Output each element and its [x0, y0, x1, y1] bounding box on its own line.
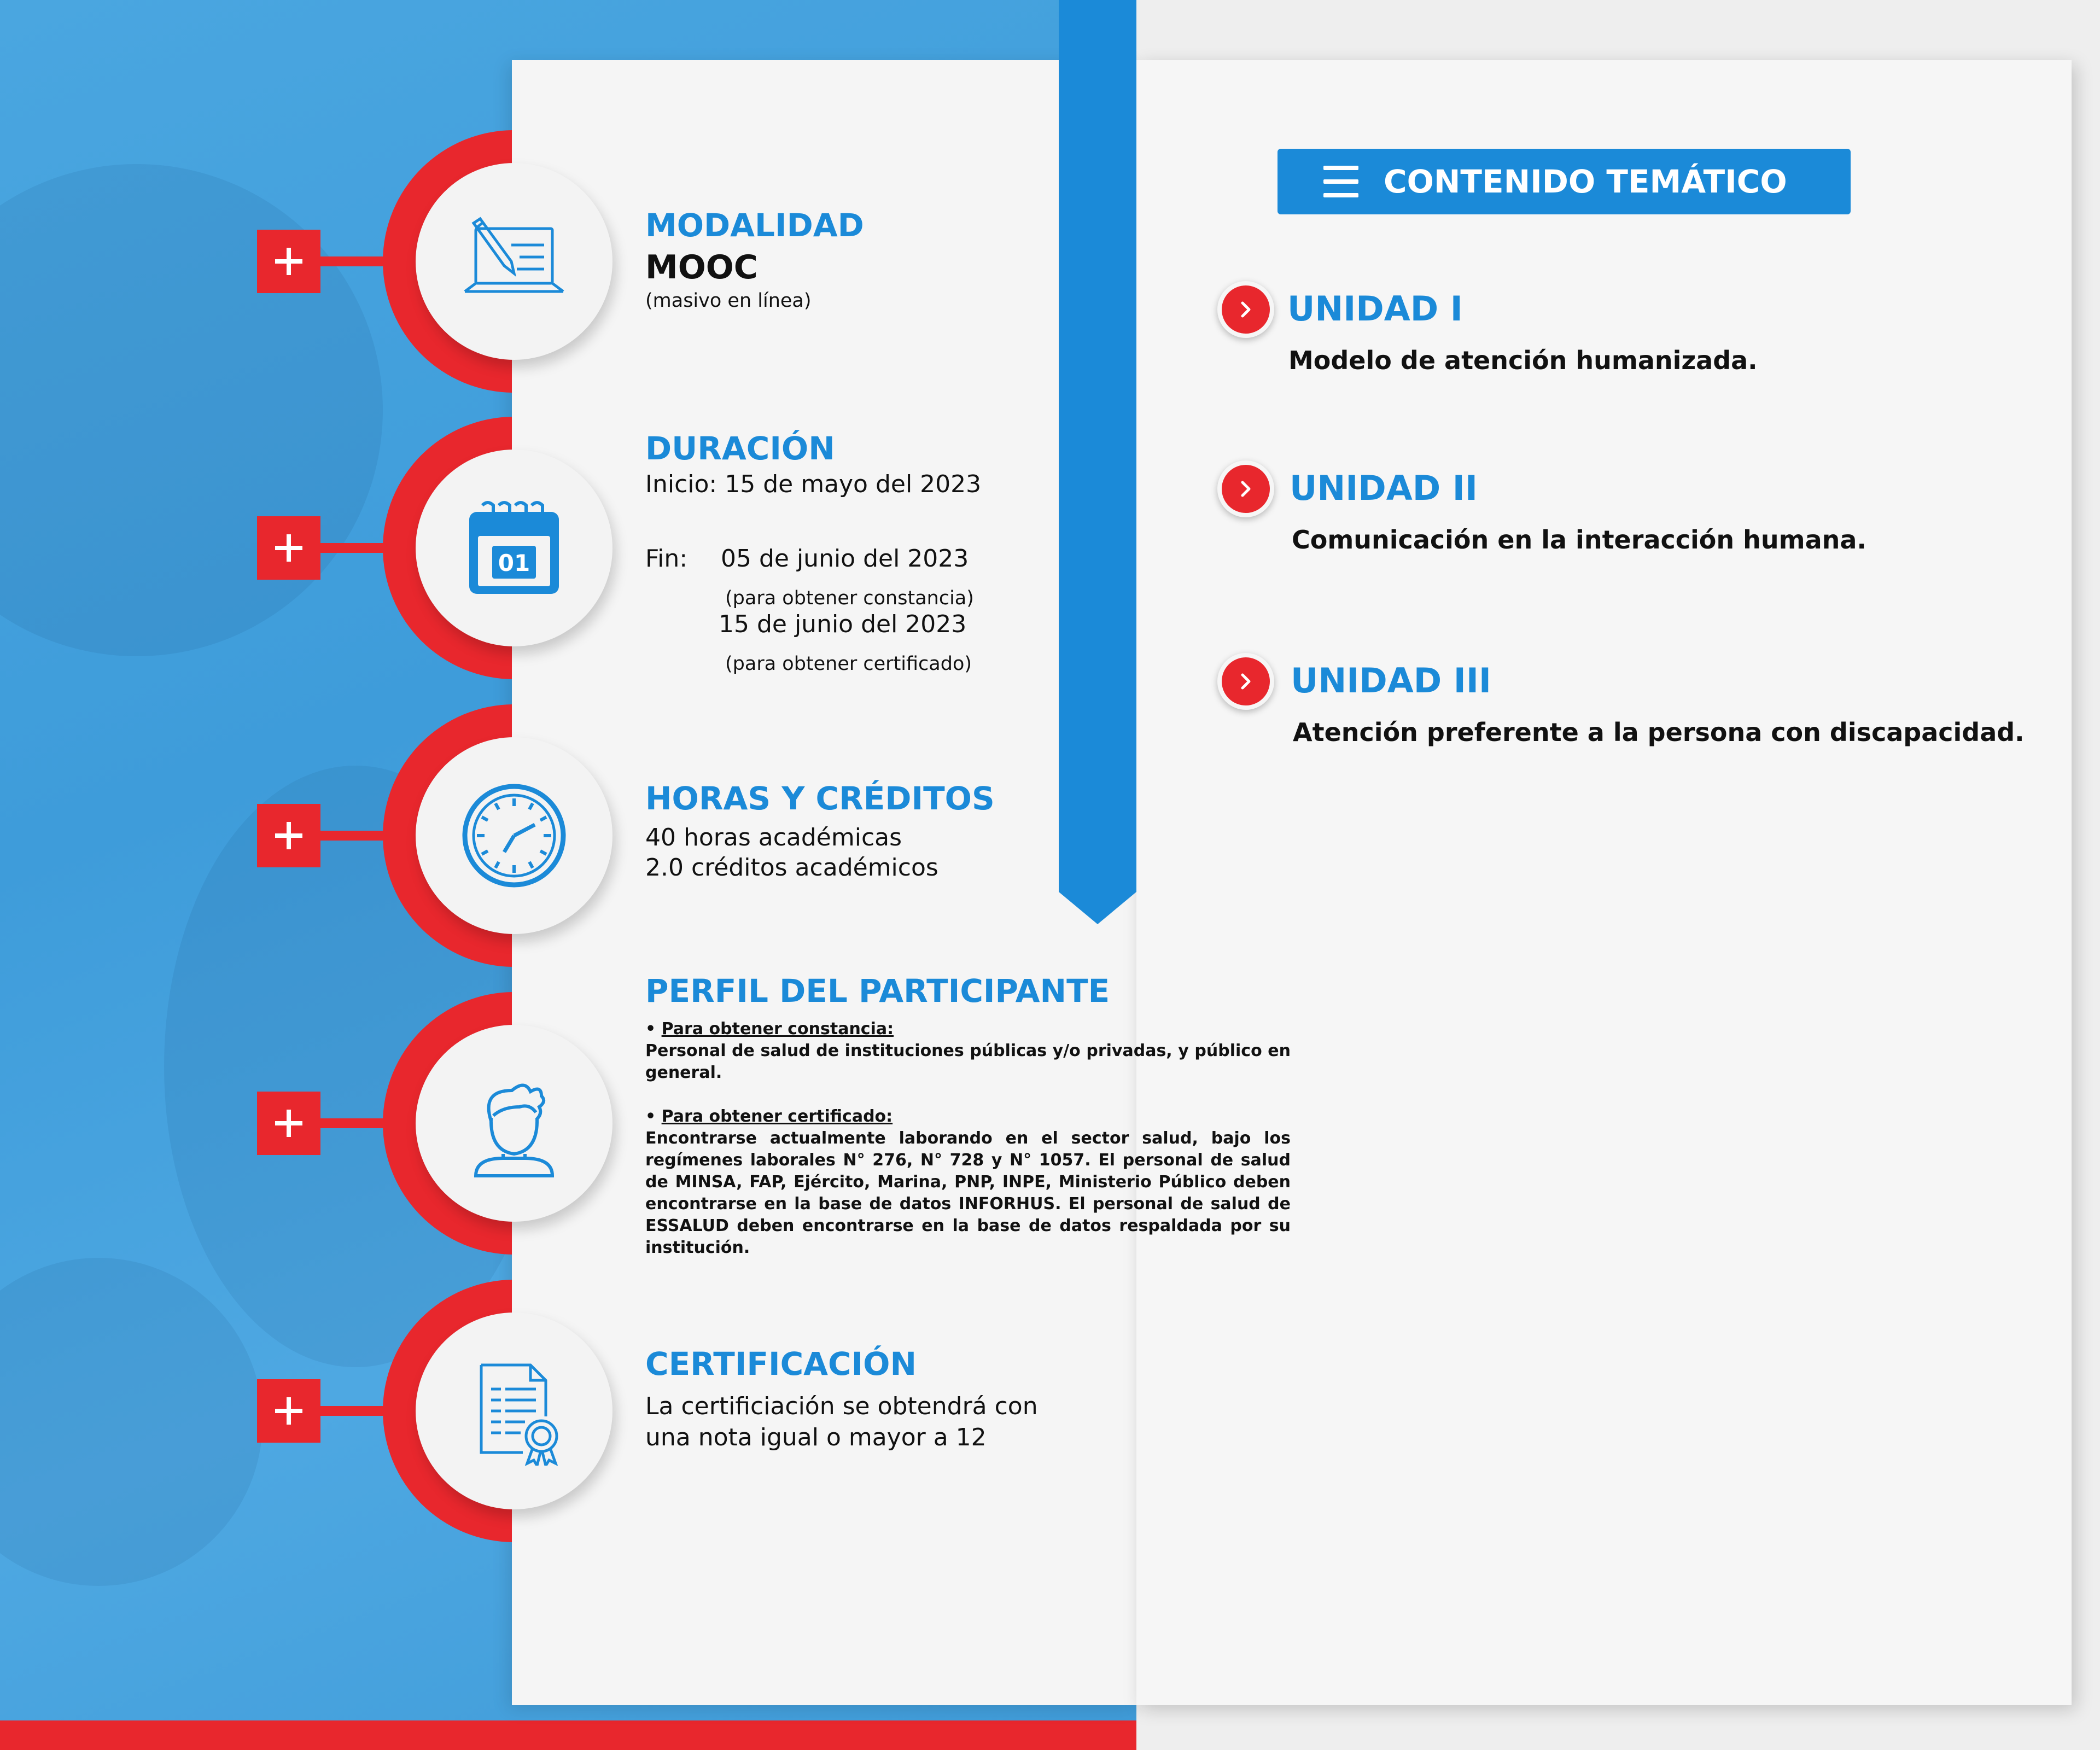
timeline-item-perfil: [0, 972, 1291, 1257]
connector-line: [320, 543, 391, 553]
chevron-right-icon: [1217, 653, 1274, 710]
perfil-certificado: [645, 1106, 1291, 1128]
perfil-content: [645, 972, 1291, 1259]
unit-description: Comunicación en la interacción humana.: [1292, 525, 1866, 555]
laptop-pencil-icon: [459, 207, 569, 316]
unit-title: UNIDAD III: [1291, 661, 1492, 701]
constancia-head: Para obtener constancia:: [661, 1019, 894, 1039]
certificacion-title: CERTIFICACIÓN: [645, 1345, 917, 1382]
expand-plus-button[interactable]: [257, 804, 320, 867]
expand-plus-button[interactable]: [257, 230, 320, 293]
expand-plus-button[interactable]: [257, 516, 320, 580]
horas-line-2: 2.0 créditos académicos: [645, 854, 938, 882]
certificado-head: Para obtener certificado:: [661, 1107, 893, 1126]
duracion-end-note-2: (para obtener certificado): [725, 653, 972, 675]
certificate-icon: [459, 1356, 569, 1466]
constancia-text: Personal de salud de instituciones públicas y/o privadas, y público en general.: [645, 1041, 1291, 1082]
duracion-title: DURACIÓN: [645, 430, 835, 467]
connector-line: [320, 256, 391, 266]
unit-title: UNIDAD II: [1290, 468, 1478, 508]
connector-line: [320, 1118, 391, 1128]
plus-icon: [273, 820, 305, 851]
unit-title: UNIDAD I: [1287, 289, 1463, 329]
calendar-icon: [459, 493, 569, 603]
certificado-text: Encontrarse actualmente laborando en el sector salud, bajo los regímenes laborales N° 276, N° 728 y N° 1057. El personal de salud de MINSA, FAP, Ejército, Marina, PNP, INPE, Ministerio Público deben encontrarse en la base de datos INFORHUS. El personal de salud de ESSALUD deben encontrarse en la base de datos respaldada por su institución.: [645, 1129, 1291, 1257]
chevron-right-icon: [1217, 281, 1274, 338]
menu-icon: [1323, 166, 1358, 197]
duracion-end-label: Fin:: [645, 545, 688, 573]
icon-circle: [416, 163, 612, 360]
unit-description: Atención preferente a la persona con discapacidad.: [1293, 718, 2025, 747]
icon-circle: [416, 737, 612, 934]
certificacion-content: [645, 1345, 1038, 1451]
timeline-item-horas: [0, 704, 1136, 967]
duracion-content: [645, 430, 982, 675]
expand-plus-button[interactable]: [257, 1092, 320, 1155]
certificacion-line-2: una nota igual o mayor a 12: [645, 1424, 987, 1451]
plus-icon: [273, 1395, 305, 1427]
plus-icon: [273, 532, 305, 564]
bullet: •: [645, 1107, 662, 1126]
perfil-title: PERFIL DEL PARTICIPANTE: [645, 972, 1110, 1010]
contenido-card: [1136, 60, 2072, 1705]
perfil-constancia: [645, 1018, 1291, 1040]
certificacion-line-1: La certificiación se obtendrá con: [645, 1392, 1038, 1420]
bullet: •: [645, 1019, 662, 1039]
icon-circle: [416, 450, 612, 646]
horas-line-1: 40 horas académicas: [645, 824, 902, 851]
clock-icon: [459, 781, 569, 890]
timeline-item-modalidad: [0, 130, 1136, 393]
bottom-red-bar: [0, 1720, 1136, 1750]
user-icon: [459, 1069, 569, 1178]
connector-line: [320, 831, 391, 841]
duracion-start: Inicio: 15 de mayo del 2023: [645, 470, 982, 498]
plus-icon: [273, 246, 305, 277]
icon-circle: [416, 1025, 612, 1222]
duracion-end-date-1: 05 de junio del 2023: [721, 545, 969, 573]
expand-plus-button[interactable]: [257, 1379, 320, 1443]
chevron-right-icon: [1217, 460, 1274, 517]
contenido-tematico-header[interactable]: [1278, 149, 1851, 214]
horas-title: HORAS Y CRÉDITOS: [645, 780, 995, 817]
connector-line: [320, 1406, 391, 1416]
duracion-end-date-2: 15 de junio del 2023: [719, 610, 967, 638]
timeline-item-duracion: [0, 417, 1136, 679]
contenido-tematico-title: CONTENIDO TEMÁTICO: [1384, 163, 1787, 200]
calendar-day: 01: [498, 550, 530, 576]
modalidad-title: MODALIDAD: [645, 207, 864, 244]
unit-description: Modelo de atención humanizada.: [1288, 346, 1758, 375]
modalidad-note: (masivo en línea): [645, 290, 812, 312]
modalidad-content: [645, 207, 864, 312]
timeline-item-certificacion: [0, 1280, 1136, 1542]
duracion-end-note-1: (para obtener constancia): [725, 587, 974, 609]
modalidad-value: MOOC: [645, 248, 758, 287]
horas-content: [645, 780, 995, 882]
plus-icon: [273, 1107, 305, 1139]
icon-circle: [416, 1312, 612, 1509]
